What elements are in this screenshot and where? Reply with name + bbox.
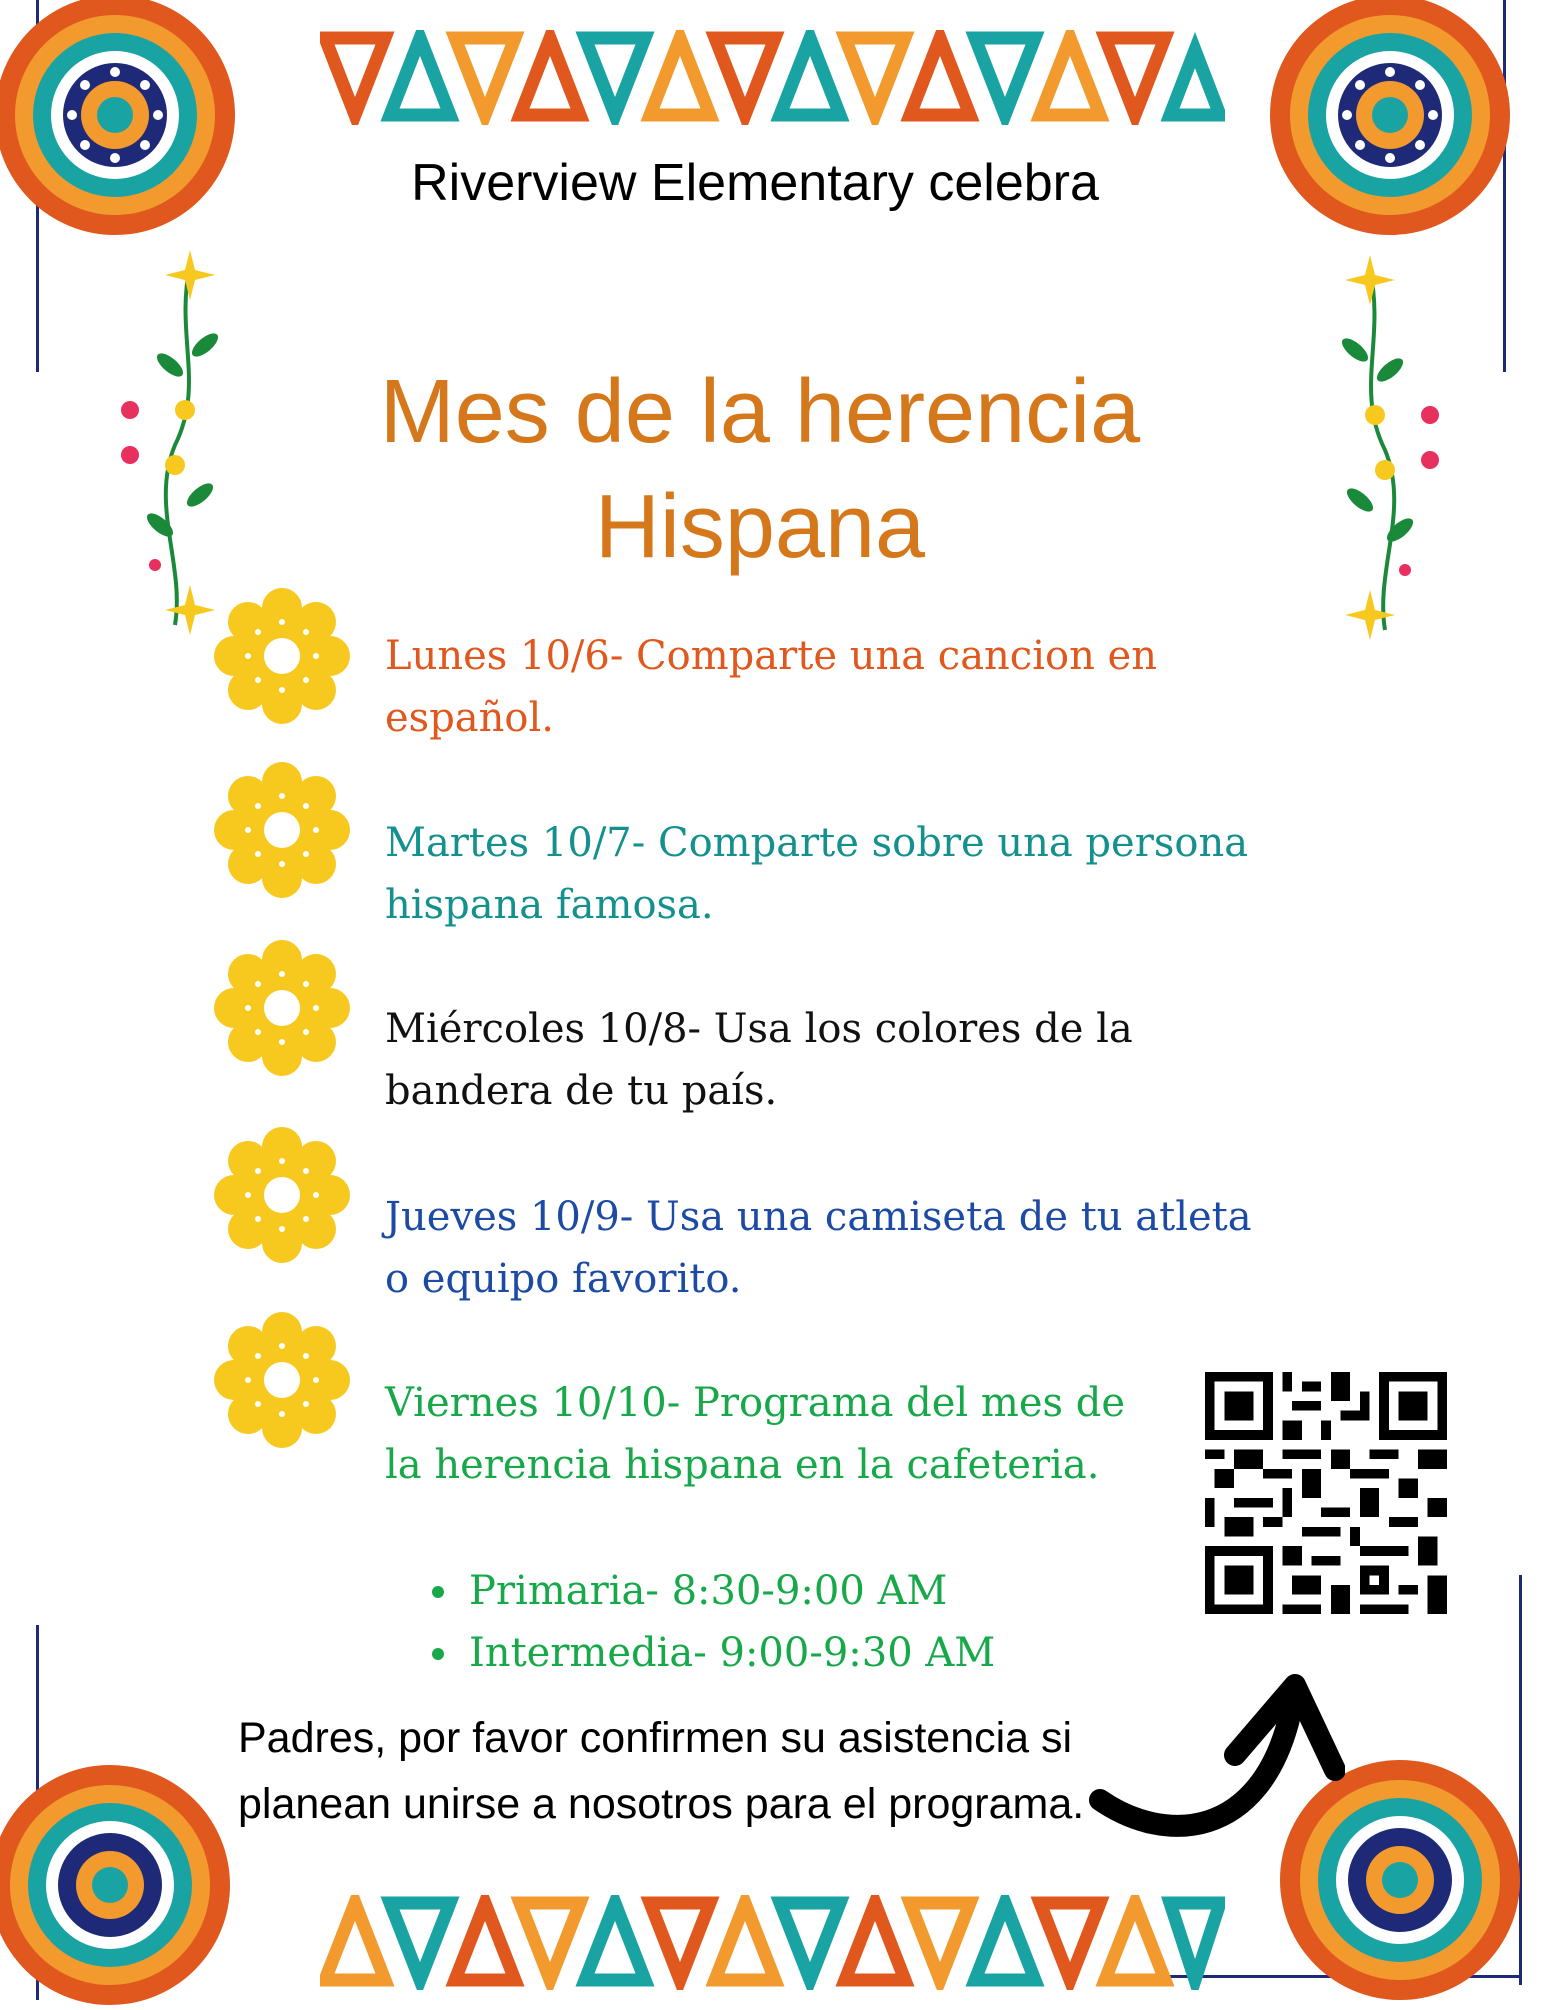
schedule-item-intermedia: • Intermedia- 9:00-9:30 AM <box>463 1622 995 1684</box>
flower-icon <box>212 760 352 900</box>
flower-icon <box>212 1125 352 1265</box>
title-line-1: Mes de la herencia <box>379 362 1141 462</box>
mandala-corner-icon <box>0 1760 235 2010</box>
school-subtitle: Riverview Elementary celebra <box>411 154 1099 212</box>
flower-icon <box>212 938 352 1078</box>
schedule-item-primaria: • Primaria- 8:30-9:00 AM <box>463 1560 995 1622</box>
triangle-border-bottom <box>320 1895 1225 1990</box>
triangle-border-top <box>320 30 1225 125</box>
event-wednesday: Miércoles 10/8- Usa los colores de la bandera de tu país. <box>385 1006 1133 1114</box>
title-line-2: Hispana <box>594 477 926 577</box>
event-monday: Lunes 10/6- Comparte una cancion en español. <box>385 633 1157 741</box>
schedule-list <box>415 1560 995 1684</box>
flower-icon <box>212 1310 352 1450</box>
event-tuesday: Martes 10/7- Comparte sobre una persona hispana famosa. <box>385 820 1249 928</box>
parents-rsvp-note: Padres, por favor confirmen su asistencia si planean unirse a nosotros para el programa. <box>238 1714 1085 1828</box>
flower-icon <box>212 586 352 726</box>
event-friday: Viernes 10/10- Programa del mes de la herencia hispana en la cafeteria. <box>385 1380 1126 1488</box>
page-title <box>0 355 1520 585</box>
event-thursday: Jueves 10/9- Usa una camiseta de tu atleta o equipo favorito. <box>385 1194 1252 1302</box>
qr-code-icon[interactable] <box>1205 1372 1447 1614</box>
